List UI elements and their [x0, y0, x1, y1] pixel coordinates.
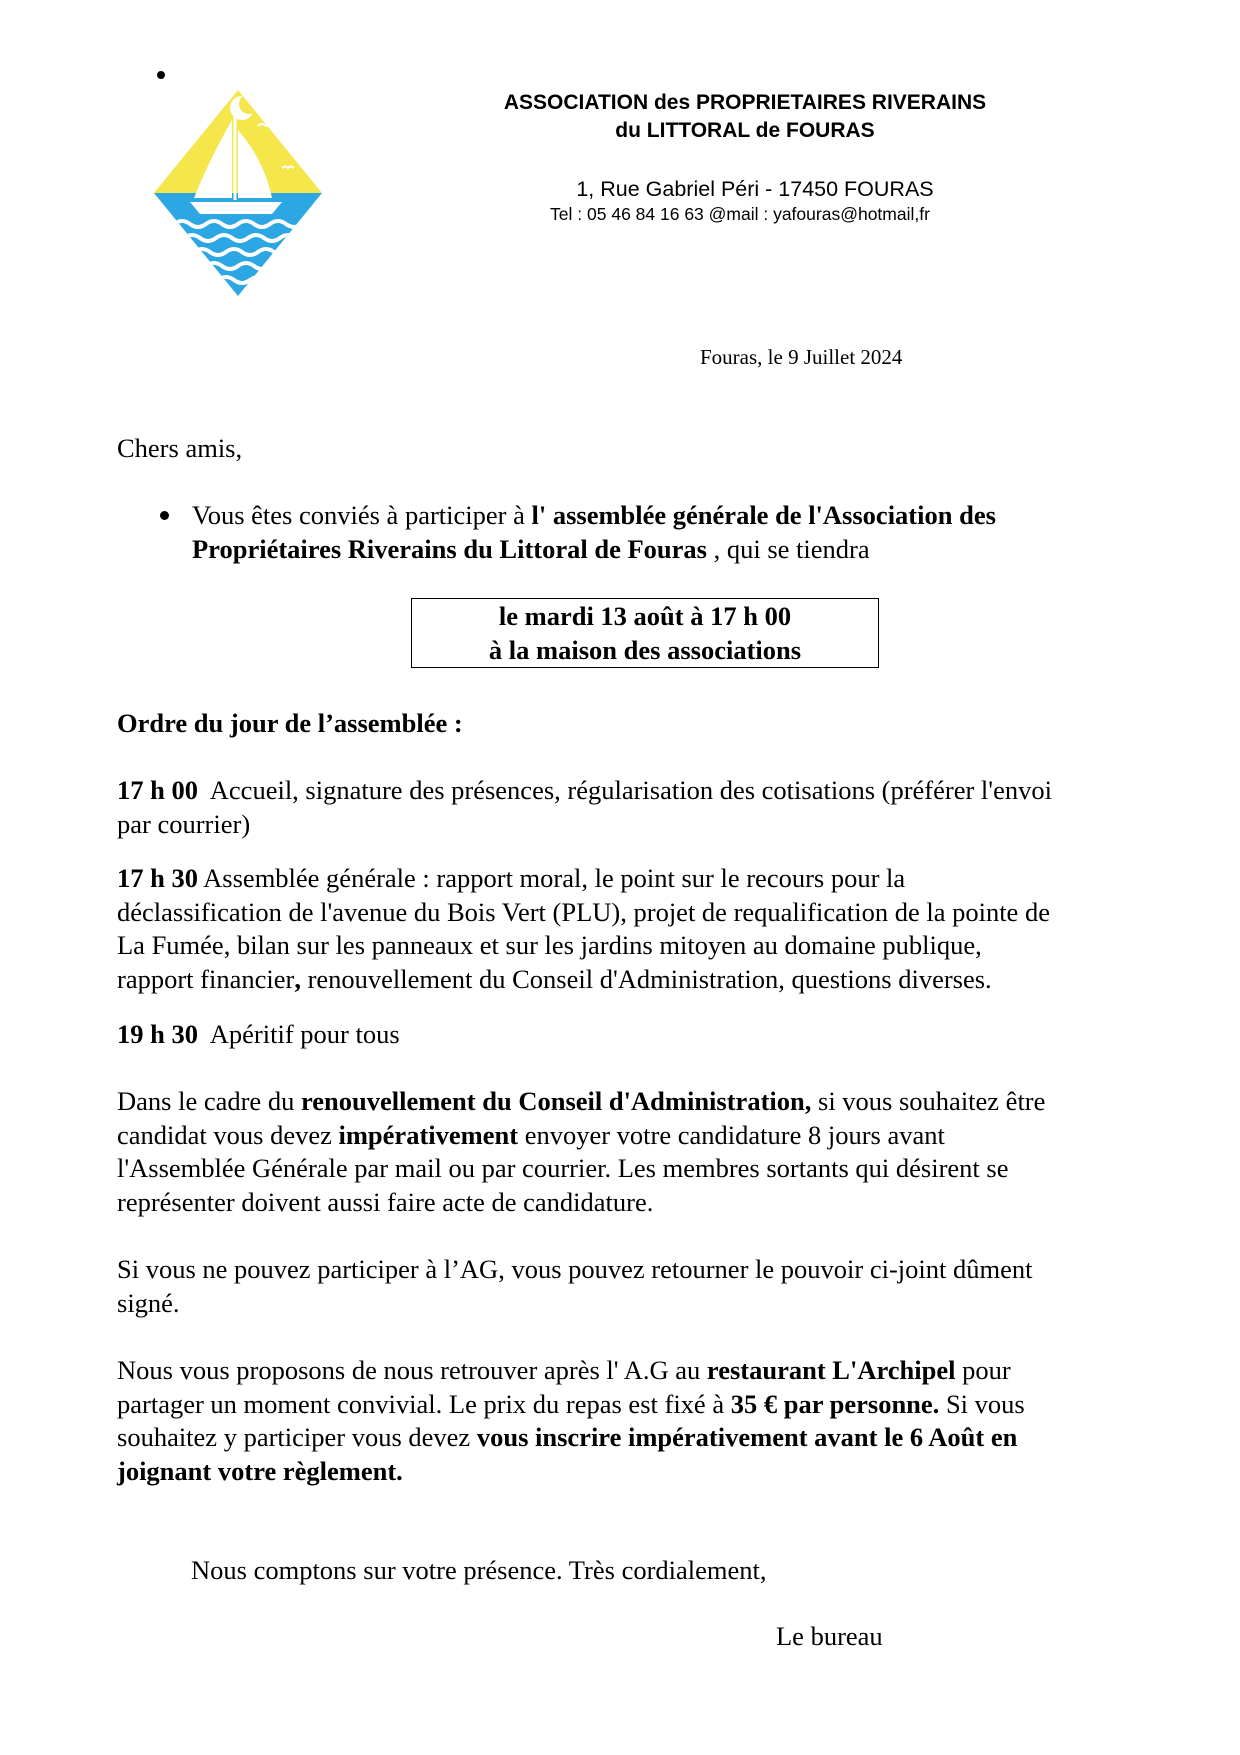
ca-imperative-bold: impérativement — [338, 1120, 519, 1150]
proxy-paragraph-line1: Si vous ne pouvez participer à l’AG, vous pouvez retourner le pouvoir ci-joint dûment — [117, 1254, 1033, 1284]
invitation-bullet — [160, 511, 169, 520]
agenda-item-3 — [117, 1018, 400, 1052]
association-logo — [154, 90, 322, 296]
ca-text-1: Dans le cadre du — [117, 1086, 301, 1116]
invitation-line2 — [192, 533, 870, 567]
invitation-text-pre: Vous êtes conviés à participer à — [192, 500, 532, 530]
restaurant-paragraph-line2 — [117, 1388, 1025, 1422]
agenda-item-1-line2: par courrier) — [117, 809, 251, 839]
invitation-assembly-bold: l' assemblée générale de l'Association des — [531, 500, 996, 530]
stray-bullet — [157, 71, 165, 79]
ca-text-3: candidat vous devez — [117, 1120, 339, 1150]
ca-paragraph-line1 — [117, 1085, 1045, 1119]
greeting: Chers amis, — [117, 433, 243, 463]
resto-text-2: pour — [955, 1355, 1011, 1385]
agenda-item-3-time: 19 h 30 — [117, 1019, 198, 1049]
org-address: 1, Rue Gabriel Péri - 17450 FOURAS — [576, 177, 934, 201]
meeting-date: le mardi 13 août à 17 h 00 — [498, 601, 792, 631]
org-name-line2: du LITTORAL de FOURAS — [615, 119, 875, 142]
agenda-item-2-time: 17 h 30 — [117, 863, 198, 893]
meeting-venue: à la maison des associations — [488, 635, 802, 665]
resto-text-3: partager un moment convivial. Le prix du repas est fixé à — [117, 1389, 731, 1419]
restaurant-paragraph-line4: joignant votre règlement. — [117, 1456, 403, 1486]
ca-paragraph-line3: l'Assemblée Générale par mail ou par courrier. Les membres sortants qui désirent se — [117, 1153, 1009, 1183]
ca-text-4: envoyer votre candidature 8 jours avant — [518, 1120, 945, 1150]
registration-deadline-bold: vous inscrire impérativement avant le 6 Août en — [476, 1422, 1018, 1452]
agenda-item-2-finance: rapport financier — [117, 964, 295, 994]
org-name-line1: ASSOCIATION des PROPRIETAIRES RIVERAINS — [503, 91, 987, 114]
signature: Le bureau — [776, 1621, 883, 1651]
ca-paragraph-line2 — [117, 1119, 945, 1153]
agenda-item-2-comma: , — [294, 964, 301, 994]
org-contact: Tel : 05 46 84 16 63 @mail : yafouras@hotmail,fr — [550, 204, 930, 224]
agenda-item-2-line2: déclassification de l'avenue du Bois Vert (PLU), projet de requalification de la pointe de — [117, 897, 1050, 927]
invitation-text-post: , qui se tiendra — [707, 534, 870, 564]
agenda-item-2-text: Assemblée générale : rapport moral, le point sur le recours pour la — [198, 863, 906, 893]
agenda-item-2-line4 — [117, 963, 992, 997]
ca-paragraph-line4: représenter doivent aussi faire acte de candidature. — [117, 1187, 654, 1217]
restaurant-paragraph-line3 — [117, 1421, 1017, 1455]
invitation-line1 — [192, 499, 996, 533]
agenda-item-1-time: 17 h 00 — [117, 775, 198, 805]
ca-text-2: si vous souhaitez être — [811, 1086, 1046, 1116]
closing-line: Nous comptons sur votre présence. Très cordialement, — [191, 1555, 767, 1585]
agenda-title: Ordre du jour de l’assemblée : — [117, 708, 463, 738]
proxy-paragraph-line2: signé. — [117, 1288, 180, 1318]
agenda-item-3-text: Apéritif pour tous — [198, 1019, 400, 1049]
invitation-association-bold: Propriétaires Riverains du Littoral de Fouras — [192, 534, 707, 564]
resto-text-1: Nous vous proposons de nous retrouver après l' A.G au — [117, 1355, 707, 1385]
resto-text-5: souhaitez y participer vous devez — [117, 1422, 477, 1452]
restaurant-name-bold: restaurant L'Archipel — [706, 1355, 956, 1385]
resto-text-4: Si vous — [939, 1389, 1025, 1419]
restaurant-paragraph-line1 — [117, 1354, 1011, 1388]
letter-date: Fouras, le 9 Juillet 2024 — [700, 345, 903, 369]
agenda-item-2-rest: renouvellement du Conseil d'Administration, questions diverses. — [300, 964, 992, 994]
agenda-item-1-line1 — [117, 774, 1052, 808]
agenda-item-2-line3: La Fumée, bilan sur les panneaux et sur les jardins mitoyen au domaine publique, — [117, 930, 982, 960]
meal-price-bold: 35 € par personne. — [730, 1389, 940, 1419]
ca-renewal-bold: renouvellement du Conseil d'Administration, — [300, 1086, 812, 1116]
agenda-item-2-line1 — [117, 862, 905, 896]
agenda-item-1-text: Accueil, signature des présences, régularisation des cotisations (préférer l'envoi — [198, 775, 1052, 805]
